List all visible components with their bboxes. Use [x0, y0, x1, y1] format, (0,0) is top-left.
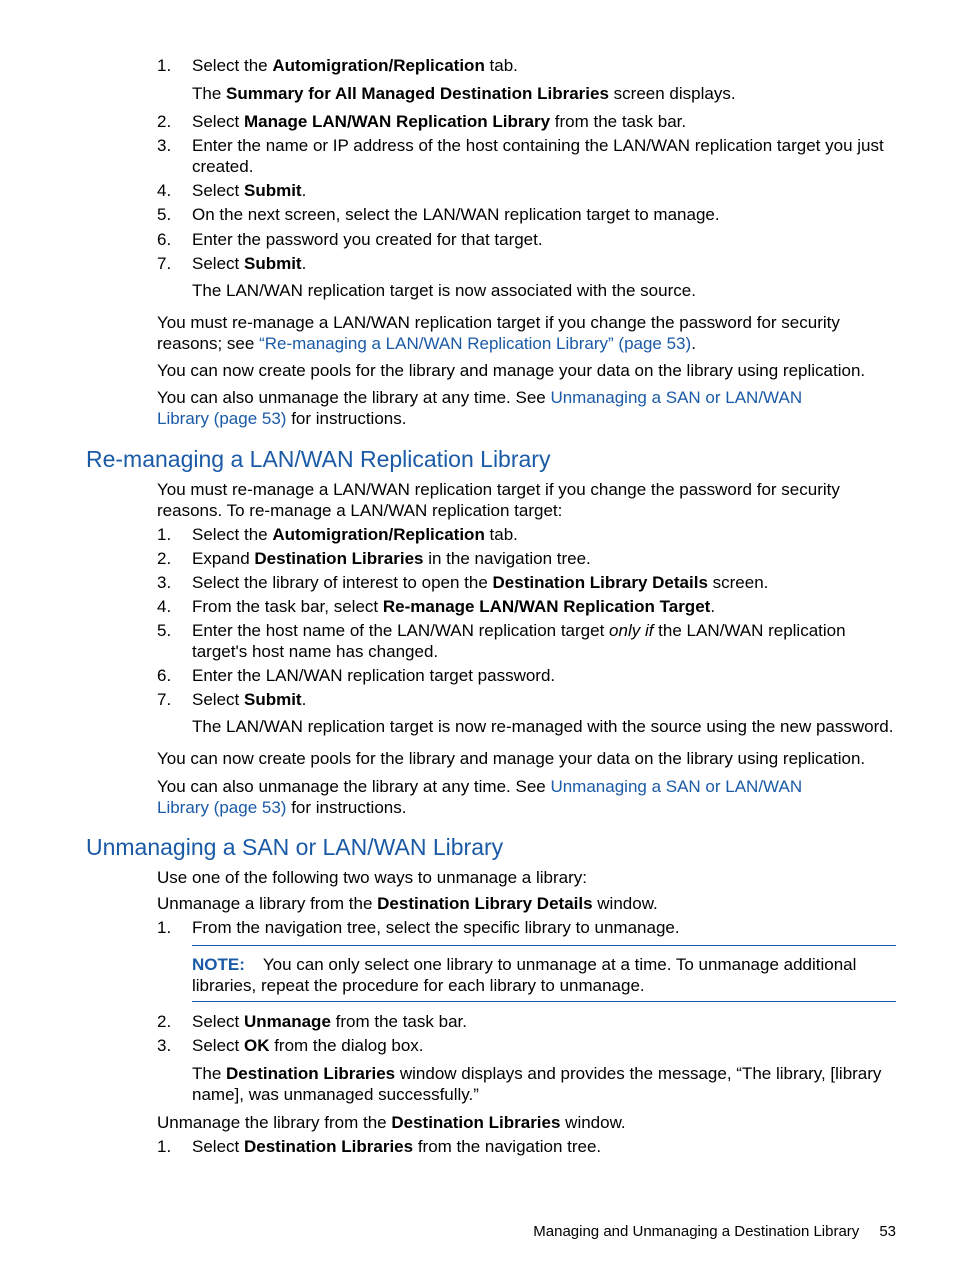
- paragraph: Unmanage the library from the Destination Libraries window.: [157, 1113, 626, 1132]
- paragraph: Use one of the following two ways to unmanage a library:: [157, 868, 587, 887]
- paragraph: You must re-manage a LAN/WAN replication target if you change the password for security reasons; see “Re-managing a LAN/WAN Replication Library” (page 53).: [157, 313, 840, 353]
- paragraph: You can also unmanage the library at any time. See Unmanaging a SAN or LAN/WAN Library (page 53) for instructions.: [157, 388, 803, 428]
- cross-reference-link[interactable]: “Re-managing a LAN/WAN Replication Library” (page 53): [259, 334, 692, 353]
- step-number: 1.: [157, 56, 172, 75]
- step-result: The Summary for All Managed Destination Libraries screen displays.: [192, 84, 736, 103]
- section-heading: Unmanaging a SAN or LAN/WAN Library: [86, 834, 504, 860]
- note-text: You can only select one library to unmanage at a time. To unmanage additional libraries, repeat the procedure for each library to unmanage.: [192, 955, 857, 995]
- page-footer: [533, 1222, 896, 1242]
- cross-reference-link[interactable]: Unmanaging a SAN or LAN/WAN Library (page 53): [157, 388, 803, 428]
- step-result: The LAN/WAN replication target is now re-managed with the source using the new password.: [192, 717, 894, 736]
- paragraph: You can now create pools for the library and manage your data on the library using replication.: [157, 749, 866, 768]
- step-result: The Destination Libraries window displays and provides the message, “The library, [library name], was unmanaged successfully.”: [192, 1064, 882, 1104]
- step-result: The LAN/WAN replication target is now associated with the source.: [192, 281, 696, 300]
- paragraph: You can now create pools for the library and manage your data on the library using replication.: [157, 361, 866, 380]
- paragraph: Unmanage a library from the Destination Library Details window.: [157, 894, 658, 913]
- document-page: 1. Select the Automigration/Replication tab. The Summary for All Managed Destination Libraries screen displays. 2. Select Manage LAN/WAN Replication Library from the task bar. 3. Enter the name or IP address of the host containing the LAN/WAN replication target you just created. 4. Select Submit. 5. On the next screen, select the LAN/WAN replication target to manage. 6. Enter the password you created for that target. 7. Select Submit. The LAN/WAN replication target is now associated with the source. You must re-manage a LAN/WAN replication target if you change the password for security reasons; see “Re-managing a LAN/WAN Replication Library” (page 53). You can now create pools for the library and manage your data on the library using replication. You can also unmanage the library at any time. See Unmanaging a SAN or LAN/WAN Library (page 53) for instructions. Re-managing a LAN/WAN Replication Library You must re-manage a LAN/WAN replication target if you change the password for security reasons. To re-manage a LAN/WAN replication target: 1. Select the Automigration/Replication tab. 2. Expand Destination Libraries in the navigation tree. 3. Select the library of interest to open the Destination Library Details screen. 4. From the task bar, select Re-manage LAN/WAN Replication Target. 5. Enter the host name of the LAN/WAN replication target only if the LAN/WAN replication target's host name has changed. 6. Enter the LAN/WAN replication target password. 7. Select Submit. The LAN/WAN replication target is now re-managed with the source using the new password. You can now create pools for the library and manage your data on the library using replication. You can also unmanage the library at any time. See Unmanaging a SAN or LAN/WAN Library (page 53) for instructions. Unmanaging a SAN or LAN/WAN Library Use one of the following two ways to unmanage a library: Unmanage a library from the Destination Library Details window. 1. From the navigation tree, select the specific library to unmanage. NOTE: You can only select one library to unmanage at a time. To unmanage additional libraries, repeat the procedure for each library to unmanage. 2. Select Unmanage from the task bar. 3. Select OK from the dialog box. The Destination Libraries window displays and provides the message, “The library, [library name], was unmanaged successfully.” Unmanage the library from the Destination Libraries window. 1. Select Destination Libraries from the navigation tree. Managing and Unmanaging a Destination Library 53: [0, 0, 954, 1271]
- note-label: NOTE:: [192, 955, 245, 974]
- page-number: 53: [879, 1223, 896, 1240]
- step-text: Select the Automigration/Replication tab.: [192, 56, 518, 75]
- paragraph: You must re-manage a LAN/WAN replication target if you change the password for security reasons. To re-manage a LAN/WAN replication target:: [157, 480, 840, 520]
- paragraph: You can also unmanage the library at any time. See Unmanaging a SAN or LAN/WAN Library (page 53) for instructions.: [157, 777, 803, 817]
- section-heading: Re-managing a LAN/WAN Replication Library: [86, 446, 551, 472]
- footer-title: Managing and Unmanaging a Destination Library: [533, 1223, 860, 1240]
- note-box: [192, 945, 896, 1002]
- cross-reference-link[interactable]: Unmanaging a SAN or LAN/WAN Library (page 53): [157, 777, 803, 817]
